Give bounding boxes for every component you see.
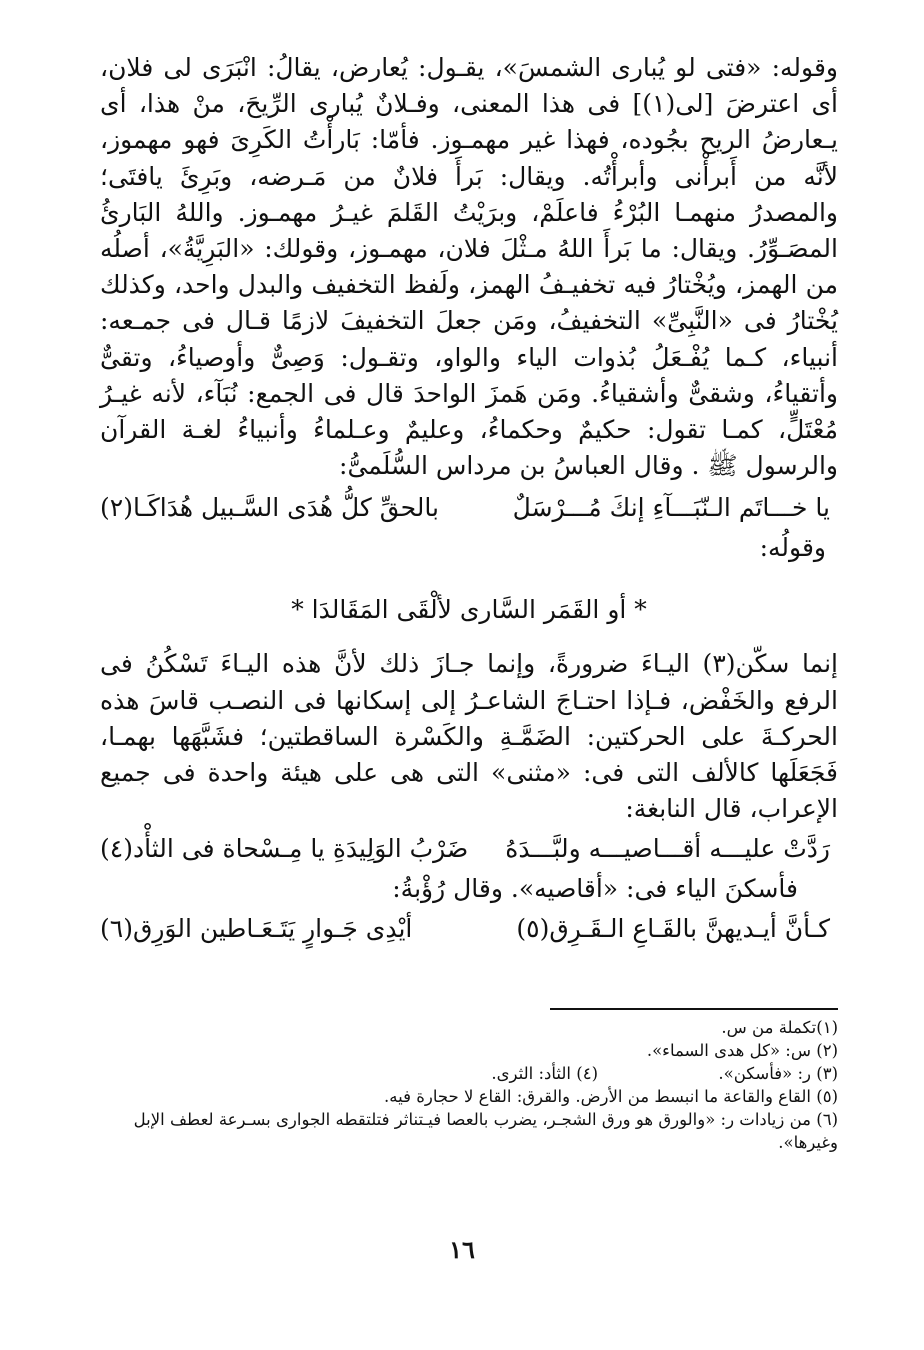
quote-label: وقولُه:	[759, 533, 826, 563]
verse-ruba	[100, 911, 838, 951]
paragraph-commentary-1: وقوله: «فتى لو يُبارى الشمسَ»، يقـول: يُعارض، يقالُ: انْبَرَى لى فلان، أى اعترضَ [لى(١)] فى هذا المعنى، وفـلانٌ يُبارى الرِّيحَ، منْ هذا، أى يـعارضُ الريح بجُوده، فهذا غير مهمـوز. فأمّا: بَارأْتُ الكَرِىَ فهو مهموز، لأنَّه من أَبرأْنى وأبرأْتُه. ويقال: بَرأَ فلانٌ من مَـرضه، وبَرِئَ يافتَى؛ والمصدرُ منهمـا البُرْءُ فاعلَمْ، وبرَيْتُ القَلمَ غيـرُ مهمـوز. واللهُ البَارئُ المصَـوِّرُ. ويقال: ما بَرأَ اللهُ مـثْلَ فلان، مهمـوز، وقولك: «البَرِيَّةُ»، أصلُه من الهمز، ويُخْتارُ فيه تخفيـفُ الهمز، ولَفظ التخفيف والبدل واحد، وكذلك يُخْتارُ فى «النَّبِىِّ» التخفيفُ، ومَن جعلَ التخفيفَ لازمًا قـال فى جمـعه: أنبياء، كـما يُفْـعَلُ بُذوات الياء والواو، وتقـول: وَصِىٌّ وأوصياءُ، وتقىٌّ وأتقياءُ، وشقىٌّ وأشقياءُ. ومَن هَمزَ الواحدَ قال فى الجمع: نُبَآء، لأنه غيـرُ مُعْتَلٍّ، كمـا تقول: حكيمٌ وحكماءُ، وعليمٌ وعـلماءُ وأنبياءُ لغـة القرآن والرسول ﷺ . وقال العباسُ بن مرداس السُّلَمىُّ:	[100, 53, 838, 481]
footnote-4: (٤) الثأد: الثرى.	[491, 1064, 598, 1083]
verse-nabigha	[100, 831, 838, 871]
footnote-5: (٥) القاع والقاعة ما انبسط من الأرض. والقرق: القاع لا حجارة فيه.	[384, 1087, 838, 1106]
verse-second-hemistich: ضَرْبُ الوَلِيدَةِ يا مِـسْحاة فى الثأْد(٤)	[100, 834, 469, 864]
footnote-3: (٣) ر: «فأسكن».	[718, 1064, 838, 1083]
verse-first-hemistich: يا خـــاتَم الـنّبَـــآءِ إنكَ مُـــرْسَلٌ	[512, 493, 830, 523]
verse-first-hemistich: رَدَّتْ عليـــه أقـــاصيـــه ولبَّـــدَهُ	[505, 834, 830, 864]
page-number: ١٦	[449, 1235, 475, 1264]
verse-second-hemistich: بالحقِّ كلُّ هُدَى السَّـبيل هُدَاكَـا(٢)	[100, 493, 439, 523]
verse-second-hemistich: أيْدِى جَـوارٍ يَتَـعَـاطين الوَرِق(٦)	[100, 914, 413, 944]
half-verse: * أو القَمَر السَّارى لألْقَى المَقَالدَا *	[291, 595, 647, 625]
footnote-2: (٢) س: «كل هدى السماء».	[646, 1041, 838, 1060]
footnote-1: (١)تكملة من س.	[721, 1018, 838, 1037]
paragraph-commentary-3: فأسكنَ الياء فى: «أقاصيه». وقال رُؤْبةُ:	[392, 874, 798, 904]
footnote-row	[76, 1062, 838, 1085]
paragraph-commentary-2: إنما سكّن(٣) اليـاءَ ضرورةً، وإنما جـازَ ذلك لأنَّ هذه اليـاءَ تَسْكُنُ فى الرفع والخَفْض، فـإذا احتـاجَ الشاعـرُ إلى إسكانها فى النصـب قاسَ هذه الحركـةَ على الحركتين: الضَمَّـةِ والكَسْرة الساقطتين؛ فشَبَّهَها بهمـا، فَجَعَلَها كالألف التى فى: «مثنى» التى هى على هيئة واحدة فى جميع الإعراب، قال النابغة:	[100, 649, 838, 824]
footnote-separator	[550, 1008, 838, 1010]
verse-first-hemistich: كـأنَّ أيـديهنَّ بالقَـاعِ الـقَـرِق(٥)	[516, 914, 830, 944]
footnotes	[76, 1016, 838, 1154]
main-text	[100, 50, 838, 951]
verse-abbas	[100, 490, 838, 530]
footnote-6: (٦) من زيادات ر: «والورق هو ورق الشجـر، يضرب بالعصا فيـتناثر فتلتقطه الجوارى بسـرعة لعطف الإبل وغيرها».	[133, 1110, 838, 1152]
